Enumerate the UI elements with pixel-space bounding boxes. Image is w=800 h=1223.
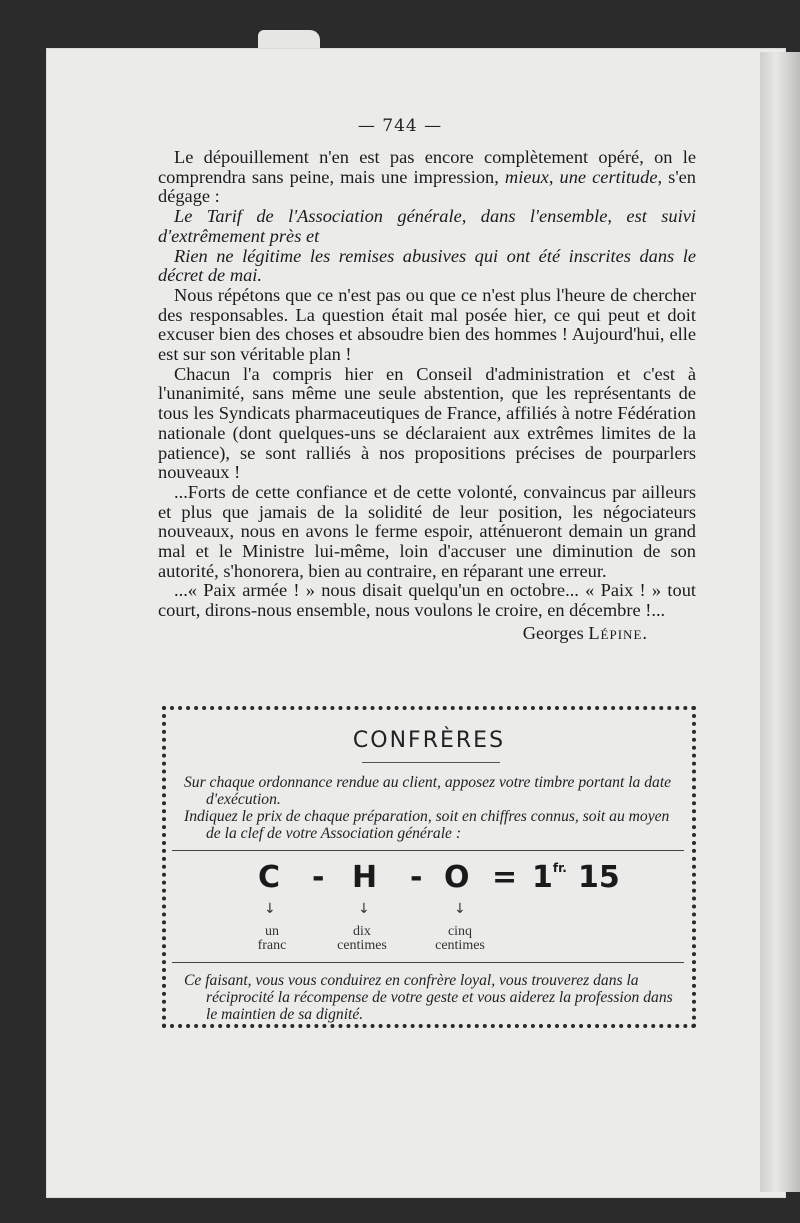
equals-sign: = xyxy=(492,860,518,895)
notice-closing xyxy=(184,972,680,1023)
dash-1: - xyxy=(312,860,325,895)
p1-text: Le dépouillement n'en est pas encore complètement opéré, on le comprendra sans peine, mais une impression, xyxy=(158,147,696,187)
paragraph-5: Chacun l'a compris hier en Conseil d'administration et c'est à l'unanimité, sans même une seule abstention, que les représentants de tous les Syndicats pharmaceutiques de France, affiliés à notre Fédération nationale (dont quelques-uns se déclaraient aux extrêmes limites de la patience), se sont ralliés à nos propositions précises de pourparlers nouveaux ! xyxy=(158,363,696,483)
paragraph-6: ...Forts de cette confiance et de cette volonté, convaincus par ailleurs et plus que jamais de la solidité de leur position, les négociateurs nouveaux, nous en avons le ferme espoir, atténueront demain un grand mal et le Ministre lui-même, loin d'accuser une diminution de son autorité, s'honorera, bien au contraire, en réparant une erreur. xyxy=(158,481,696,581)
price-key-formula xyxy=(166,860,692,900)
price-value: $1^{fr.}$ xyxy=(532,860,567,895)
confreres-notice-box xyxy=(162,706,696,1028)
letter-o: O xyxy=(444,860,470,895)
paragraph-7: ...« Paix armée ! » nous disait quelqu'un en octobre... « Paix ! » tout court, dirons-nous ensemble, nous voulons le croire, en décembre !... xyxy=(158,580,696,621)
arrow-down-icon: ↓ xyxy=(358,901,370,917)
notice-instructions xyxy=(184,774,680,842)
divider-top xyxy=(172,850,684,851)
legend-h: dix centimes xyxy=(337,924,387,953)
paragraph-1 xyxy=(158,148,696,207)
instruction-1: Sur chaque ordonnance rendue au client, apposez votre timbre portant la date d'exécution. xyxy=(184,774,672,808)
letter-h: H xyxy=(352,860,378,895)
divider-bottom xyxy=(172,962,684,963)
title-underline xyxy=(362,762,500,763)
letter-c: C xyxy=(258,860,281,895)
dash-2: - xyxy=(410,860,423,895)
instruction-2: Indiquez le prix de chaque préparation, soit en chiffres connus, soit au moyen de la clef de votre Association générale : xyxy=(184,808,670,842)
arrow-down-icon: ↓ xyxy=(454,901,466,917)
paragraph-4: Nous répétons que ce n'est pas ou que ce n'est plus l'heure de chercher des responsables. La question était mal posée hier, ce qui peut et doit excuser bien des choses et absoudre bien des hommes ! Aujourd'hui, elle est sur son véritable plan ! xyxy=(158,284,696,365)
price-cents: 15 xyxy=(578,860,620,895)
notice-title: CONFRÈRES xyxy=(352,728,506,753)
signature: Georges Lépine. xyxy=(522,622,648,643)
page-tab xyxy=(258,30,320,50)
article-body xyxy=(158,148,696,644)
legend-c: un franc xyxy=(257,924,287,953)
arrow-down-icon: ↓ xyxy=(264,901,276,917)
closing-text: Ce faisant, vous vous conduirez en confrère loyal, vous trouverez dans la réciprocité la récompense de votre geste et vous aiderez la profession dans le maintien de sa dignité. xyxy=(184,972,673,1023)
page-edge xyxy=(760,52,800,1192)
paragraph-2: Le Tarif de l'Association générale, dans l'ensemble, est suivi d'extrêmement près et xyxy=(158,206,696,246)
p1-end: s'en dégage : xyxy=(158,166,696,207)
p1-emphasis: mieux, une certitude, xyxy=(504,166,663,187)
paragraph-3: Rien ne légitime les remises abusives qui ont été inscrites dans le décret de mai. xyxy=(158,245,696,286)
legend-o: cinq centimes xyxy=(435,924,485,953)
page-number: — 744 — xyxy=(357,116,443,136)
